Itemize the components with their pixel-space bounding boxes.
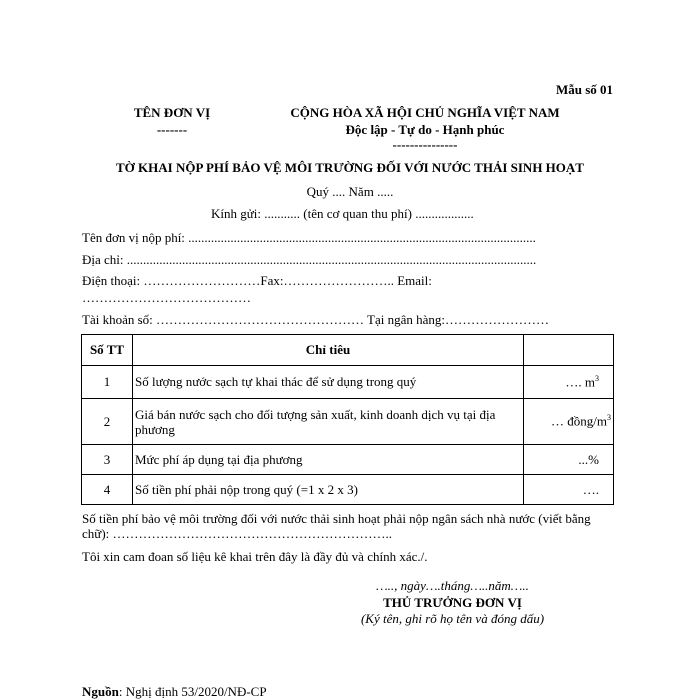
row-criterion: Mức phí áp dụng tại địa phương bbox=[133, 445, 524, 475]
row-unit: ...% bbox=[524, 445, 614, 475]
declaration: Tôi xin cam đoan số liệu kê khai trên đây là đầy đủ và chính xác./. bbox=[82, 549, 428, 564]
header-criterion: Chỉ tiêu bbox=[133, 335, 524, 366]
row-unit: … đồng/$m^3$ bbox=[524, 399, 614, 445]
row-no: 2 bbox=[82, 399, 133, 445]
address-field: Địa chỉ: .............................................................................................................................. bbox=[82, 252, 537, 267]
signature-note: (Ký tên, ghi rõ họ tên và đóng dấu) bbox=[360, 611, 545, 626]
account-field: Tài khoản số: ………………………………………… Tại ngân hàng:…………………… bbox=[82, 312, 550, 327]
table-header-row bbox=[82, 335, 614, 366]
email-continuation: ………………………………… bbox=[82, 290, 251, 305]
header-no: Số TT bbox=[82, 335, 133, 366]
header-unit bbox=[524, 335, 614, 366]
source-label: Nguồn bbox=[82, 684, 119, 699]
source-line bbox=[82, 684, 267, 700]
row-criterion: Giá bán nước sạch cho đối tượng sản xuất, kinh doanh dịch vụ tại địa phương bbox=[133, 399, 524, 445]
fee-table bbox=[81, 334, 614, 505]
source-text: : Nghị định 53/2020/NĐ-CP bbox=[118, 684, 267, 699]
table-row bbox=[82, 475, 614, 505]
period-line: Quý .... Năm ..... bbox=[306, 184, 394, 199]
signature-date: ….., ngày….tháng…..năm….. bbox=[376, 578, 529, 593]
amount-in-words: Số tiền phí bảo vệ môi trường đối với nước thải sinh hoạt phải nộp ngân sách nhà nước (viết bằng chữ): ……………………………………………………….. bbox=[82, 511, 591, 541]
motto: Độc lập - Tự do - Hạnh phúc bbox=[345, 122, 505, 137]
country-name: CỘNG HÒA XÃ HỘI CHỦ NGHĨA VIỆT NAM bbox=[290, 105, 560, 120]
addressee-line: Kính gửi: ........... (tên cơ quan thu phí) .................. bbox=[211, 206, 474, 221]
table-row bbox=[82, 399, 614, 445]
row-criterion: Số tiền phí phải nộp trong quý (=1 x 2 x 3) bbox=[133, 475, 524, 505]
row-no: 3 bbox=[82, 445, 133, 475]
row-no: 1 bbox=[82, 366, 133, 399]
row-unit: …. bbox=[524, 475, 614, 505]
unit-name: TÊN ĐƠN VỊ bbox=[133, 105, 211, 120]
unit-name-underline: ------- bbox=[156, 122, 188, 137]
phone-fax-email-field: Điện thoại: ………………………Fax:…………………….. Email: bbox=[82, 273, 432, 288]
signature-role: THỦ TRƯỞNG ĐƠN VỊ bbox=[383, 595, 522, 610]
motto-underline: --------------- bbox=[392, 137, 458, 152]
table-row bbox=[82, 445, 614, 475]
row-unit: …. $m^3$ bbox=[524, 366, 614, 399]
row-criterion: Số lượng nước sạch tự khai thác để sử dụng trong quý bbox=[133, 366, 524, 399]
form-code: Mẫu số 01 bbox=[556, 82, 614, 97]
document-title: TỜ KHAI NỘP PHÍ BẢO VỆ MÔI TRƯỜNG ĐỐI VỚI NƯỚC THẢI SINH HOẠT bbox=[116, 160, 584, 175]
table-row bbox=[82, 366, 614, 399]
row-no: 4 bbox=[82, 475, 133, 505]
payer-field: Tên đơn vị nộp phí: ........................................................................................................... bbox=[82, 230, 536, 245]
